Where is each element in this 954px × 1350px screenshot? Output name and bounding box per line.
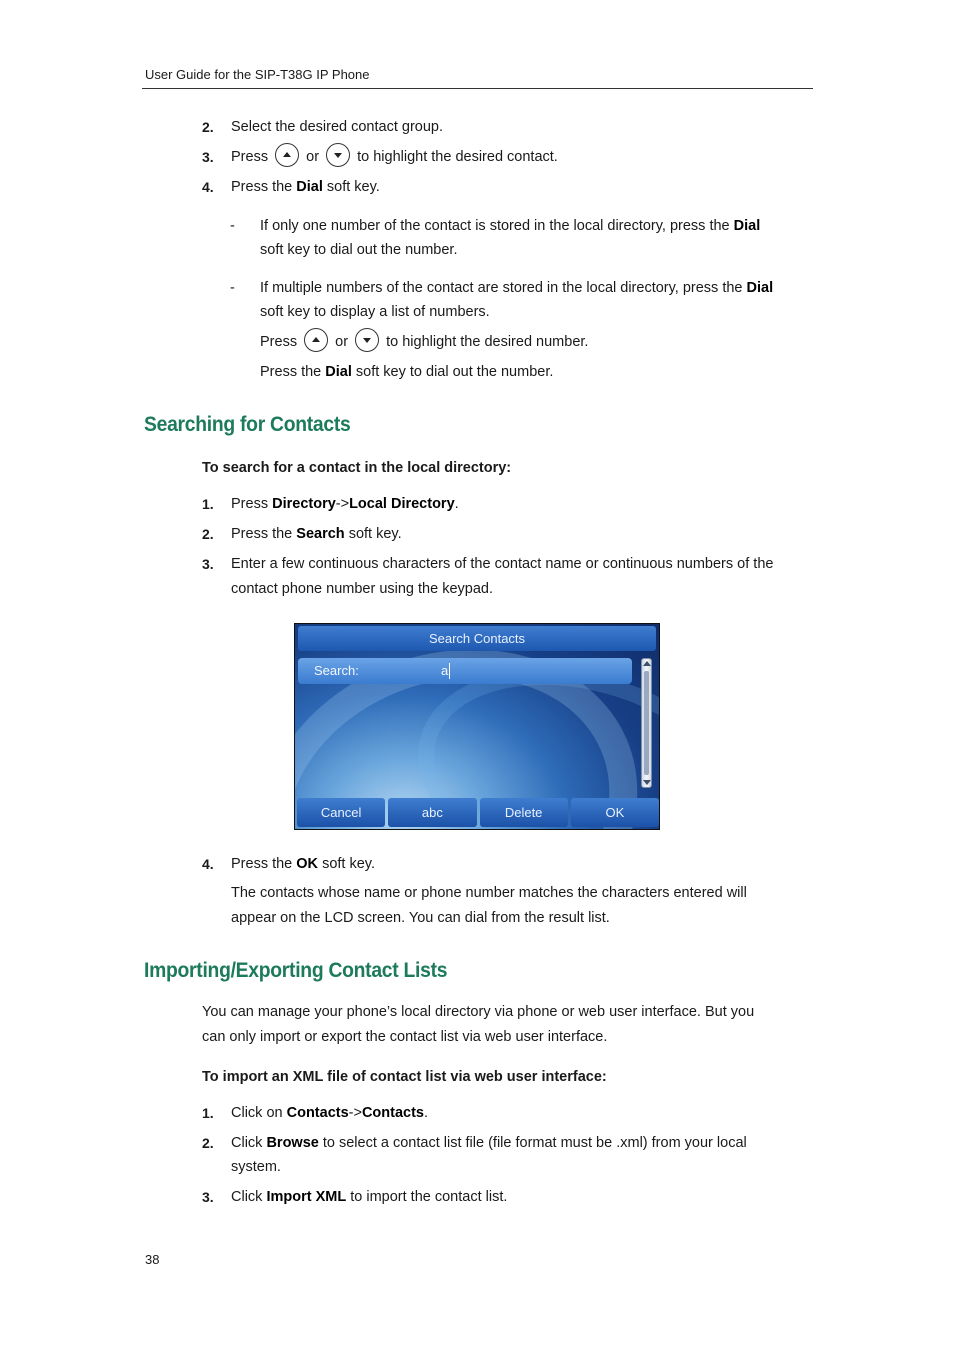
procedure-title: To import an XML file of contact list via web user interface: (202, 1069, 607, 1085)
scroll-thumb[interactable] (644, 671, 649, 775)
text: to highlight the desired contact. (357, 149, 558, 165)
softkey-name: Dial (746, 280, 774, 296)
step-number: 3. (202, 556, 214, 572)
step-number: 3. (202, 1189, 214, 1205)
button-name: Import XML (266, 1189, 347, 1205)
step-number: 4. (202, 179, 214, 195)
bullet-dash: - (230, 280, 235, 296)
text: . (454, 496, 459, 512)
step-number: 2. (202, 119, 214, 135)
text: If multiple numbers of the contact are stored in the local directory, press the (260, 280, 743, 296)
lcd-title-bar: Search Contacts (298, 626, 656, 651)
scroll-down-arrow-icon[interactable] (643, 780, 651, 785)
text: Click (231, 1135, 263, 1151)
step-number: 4. (202, 856, 214, 872)
scroll-up-arrow-icon[interactable] (643, 661, 651, 666)
text: or (306, 149, 320, 165)
bullet-substep-press (260, 330, 588, 355)
softkey-name: Dial (296, 179, 323, 195)
step-text (231, 1101, 428, 1126)
down-key-icon (326, 143, 350, 167)
text: to highlight the desired number. (386, 334, 589, 350)
page-number: 38 (145, 1252, 160, 1267)
step-number: 2. (202, 1135, 214, 1151)
step-number: 3. (202, 149, 214, 165)
header-rule (142, 88, 813, 89)
text: Click (231, 1189, 263, 1205)
text: Press (231, 496, 269, 512)
text: -> (348, 1105, 362, 1121)
up-key-icon (304, 328, 328, 352)
running-header: User Guide for the SIP-T38G IP Phone (145, 67, 370, 82)
text: soft key. (322, 856, 375, 872)
softkey-name: Dial (733, 218, 761, 234)
text: If only one number of the contact is stored in the local directory, press the (260, 218, 730, 234)
bullet-text-line2: soft key to dial out the number. (260, 242, 458, 258)
step-number: 2. (202, 526, 214, 542)
bullet-text (260, 276, 773, 301)
intro-line2: can only import or export the contact list via web user interface. (202, 1029, 608, 1045)
phone-lcd-screenshot (294, 623, 660, 830)
section-heading-importing: Importing/Exporting Contact Lists (144, 959, 448, 982)
step-number: 1. (202, 1105, 214, 1121)
procedure-title: To search for a contact in the local directory: (202, 460, 512, 476)
text-cursor (449, 663, 450, 679)
softkey-delete[interactable]: Delete (480, 798, 568, 827)
menu-name: Directory (272, 496, 336, 512)
lcd-search-field[interactable] (298, 658, 632, 684)
step-text: Select the desired contact group. (231, 119, 443, 135)
button-name: Browse (266, 1135, 319, 1151)
text: Press the (231, 526, 293, 542)
text: Press (260, 334, 298, 350)
intro-paragraph (202, 1000, 822, 1050)
text: soft key to dial out the number. (355, 364, 554, 380)
step-text (231, 522, 402, 547)
step-note-line2: appear on the LCD screen. You can dial from the result list. (231, 910, 610, 926)
text: Press the (231, 856, 293, 872)
bullet-text (260, 214, 760, 239)
text: Press (231, 149, 269, 165)
softkey-ok[interactable]: OK (571, 798, 659, 827)
text: . (424, 1105, 429, 1121)
step-text (231, 1131, 747, 1156)
step-text (231, 492, 459, 517)
bullet-text-line2: soft key to display a list of numbers. (260, 304, 490, 320)
section-heading-searching: Searching for Contacts (144, 413, 351, 436)
up-key-icon (275, 143, 299, 167)
text: to select a contact list file (file format must be .xml) from your local (322, 1135, 747, 1151)
text: -> (335, 496, 350, 512)
search-input-value[interactable]: a (441, 663, 449, 678)
step-text (231, 1185, 507, 1210)
softkey-name: OK (296, 856, 319, 872)
text: Click on (231, 1105, 283, 1121)
text: or (335, 334, 349, 350)
step-text (231, 852, 375, 877)
search-label: Search: (314, 663, 359, 678)
step-note: The contacts whose name or phone number matches the characters entered will (231, 885, 747, 901)
text: to import the contact list. (350, 1189, 508, 1205)
step-text (231, 145, 558, 170)
lcd-scrollbar[interactable] (641, 658, 652, 788)
text: soft key. (348, 526, 402, 542)
bullet-dash: - (230, 218, 235, 234)
menu-name: Contacts (286, 1105, 349, 1121)
bullet-substep-dial (260, 360, 553, 385)
step-text-line2: system. (231, 1159, 281, 1175)
step-number: 1. (202, 496, 214, 512)
menu-name: Local Directory (349, 496, 455, 512)
step-text-line2: contact phone number using the keypad. (231, 581, 493, 597)
softkey-name: Dial (325, 364, 352, 380)
text: soft key. (326, 179, 380, 195)
down-key-icon (355, 328, 379, 352)
softkey-input-mode[interactable]: abc (388, 798, 476, 827)
step-text: Enter a few continuous characters of the contact name or continuous numbers of the (231, 556, 774, 572)
step-text (231, 175, 380, 200)
softkey-bar (297, 798, 659, 827)
intro-line1: You can manage your phone’s local directory via phone or web user interface. But you (202, 1004, 755, 1020)
softkey-name: Search (296, 526, 345, 542)
text: Press the (231, 179, 293, 195)
menu-name: Contacts (361, 1105, 424, 1121)
softkey-cancel[interactable]: Cancel (297, 798, 385, 827)
text: Press the (260, 364, 322, 380)
